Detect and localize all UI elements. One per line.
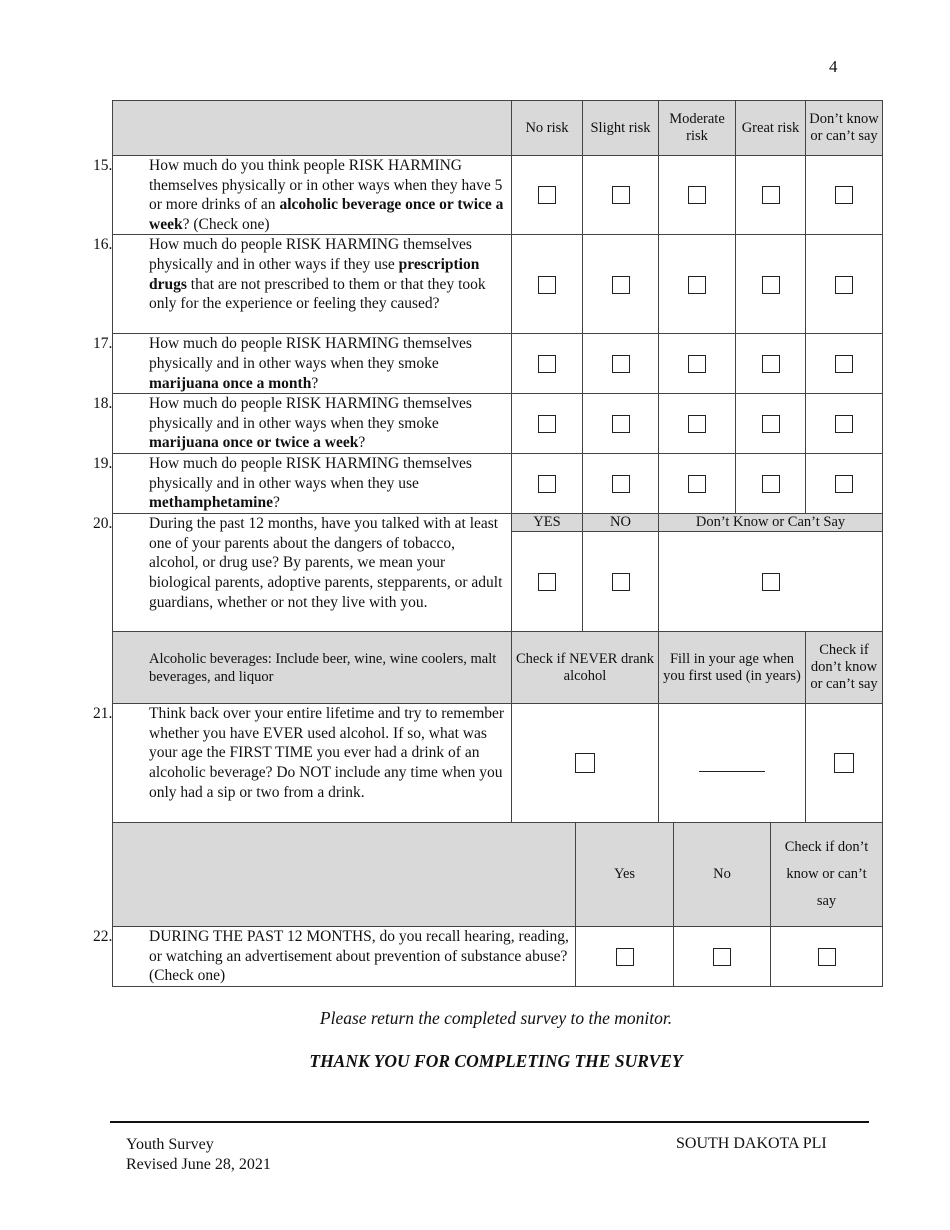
col-slight-risk: Slight risk (583, 101, 659, 156)
question-17-text: 17. How much do people RISK HARMING themselves physically and in other ways when they smoke marijuana once a month? (113, 334, 512, 394)
question-17-row (113, 334, 883, 394)
footer-org: SOUTH DAKOTA PLI (676, 1135, 827, 1152)
q22-header-blank (113, 823, 576, 927)
ad-recall-table (93, 822, 883, 987)
col-great-risk: Great risk (736, 101, 806, 156)
question-20-text: 20. During the past 12 months, have you talked with at least one of your parents about the dangers of tobacco, alcohol, or drug use? By parents, we mean your biological parents, adoptive parents, stepparents, or adult guardians, whether or not they live with you. (113, 514, 512, 632)
question-20-header-row (113, 514, 883, 532)
question-22-row (113, 927, 883, 987)
q17-great-risk-checkbox[interactable] (762, 355, 780, 373)
age-first-used-header: Fill in your age when you first used (in years) (659, 632, 806, 704)
header-blank (113, 101, 512, 156)
q21-never-checkbox[interactable] (575, 753, 595, 773)
q20-no-checkbox[interactable] (612, 573, 630, 591)
footer-rule (110, 1121, 869, 1123)
q19-dont-know-checkbox[interactable] (835, 475, 853, 493)
q15-no-risk-checkbox[interactable] (538, 186, 556, 204)
q21-age-input[interactable] (699, 771, 765, 772)
q15-moderate-risk-checkbox[interactable] (688, 186, 706, 204)
footer-title: Youth Survey (126, 1136, 214, 1153)
thank-you-message: THANK YOU FOR COMPLETING THE SURVEY (309, 1051, 683, 1071)
q16-great-risk-checkbox[interactable] (762, 276, 780, 294)
q19-no-risk-checkbox[interactable] (538, 475, 556, 493)
col-moderate-risk: Moderate risk (659, 101, 736, 156)
question-15-row (113, 156, 883, 235)
question-18-text: 18. How much do people RISK HARMING themselves physically and in other ways when they smoke marijuana once or twice a week? (113, 394, 512, 454)
footer-revised: Revised June 28, 2021 (126, 1156, 271, 1173)
alcohol-beverages-note: Alcoholic beverages: Include beer, wine, wine coolers, malt beverages, and liquor (113, 632, 512, 704)
q22-dont-know-header: Check if don’t know or can’t say (771, 823, 883, 927)
footer-left (126, 1135, 271, 1175)
q16-slight-risk-checkbox[interactable] (612, 276, 630, 294)
q18-no-risk-checkbox[interactable] (538, 415, 556, 433)
q16-dont-know-checkbox[interactable] (835, 276, 853, 294)
col-no-risk: No risk (512, 101, 583, 156)
q17-slight-risk-checkbox[interactable] (612, 355, 630, 373)
q22-no-header: No (674, 823, 771, 927)
q17-dont-know-checkbox[interactable] (835, 355, 853, 373)
q20-dont-know-checkbox[interactable] (762, 573, 780, 591)
q20-yes-checkbox[interactable] (538, 573, 556, 591)
q18-moderate-risk-checkbox[interactable] (688, 415, 706, 433)
q19-moderate-risk-checkbox[interactable] (688, 475, 706, 493)
q19-slight-risk-checkbox[interactable] (612, 475, 630, 493)
return-instructions: Please return the completed survey to the monitor. (319, 1008, 673, 1028)
question-21-text: 21. Think back over your entire lifetime and try to remember whether you have EVER used alcohol. If so, what was your age the FIRST TIME you ever had a drink of an alcoholic beverage? Do NOT include any time when you only had a sip or two from a drink. (113, 704, 512, 823)
question-19-text: 19. How much do people RISK HARMING themselves physically and in other ways when they use methamphetamine? (113, 454, 512, 514)
q20-dont-know-label: Don’t Know or Can’t Say (659, 514, 883, 532)
q22-yes-checkbox[interactable] (616, 948, 634, 966)
q15-slight-risk-checkbox[interactable] (612, 186, 630, 204)
q17-moderate-risk-checkbox[interactable] (688, 355, 706, 373)
q20-no-label: NO (583, 514, 659, 532)
q15-great-risk-checkbox[interactable] (762, 186, 780, 204)
question-18-row (113, 394, 883, 454)
q22-dont-know-checkbox[interactable] (818, 948, 836, 966)
never-drank-header: Check if NEVER drank alcohol (512, 632, 659, 704)
q17-no-risk-checkbox[interactable] (538, 355, 556, 373)
question-19-row (113, 454, 883, 514)
q16-no-risk-checkbox[interactable] (538, 276, 556, 294)
question-21-row (113, 704, 883, 823)
q22-yes-header: Yes (576, 823, 674, 927)
q19-great-risk-checkbox[interactable] (762, 475, 780, 493)
question-16-text: 16. How much do people RISK HARMING themselves physically and in other ways if they use prescription drugs that are not prescribed to them or that they took only for the experience or feeling they caused? (113, 235, 512, 334)
question-15-text: 15. How much do you think people RISK HARMING themselves physically or in other ways when they have 5 or more drinks of an alcoholic beverage once or twice a week? (Check one) (113, 156, 512, 235)
q15-dont-know-checkbox[interactable] (835, 186, 853, 204)
q22-no-checkbox[interactable] (713, 948, 731, 966)
q21-dont-know-checkbox[interactable] (834, 753, 854, 773)
q18-slight-risk-checkbox[interactable] (612, 415, 630, 433)
risk-table-header (113, 101, 883, 156)
q20-yes-label: YES (512, 514, 583, 532)
alcohol-header-row (113, 632, 883, 704)
q21-dont-know-header: Check if don’t know or can’t say (806, 632, 883, 704)
q18-great-risk-checkbox[interactable] (762, 415, 780, 433)
q22-header-row (113, 823, 883, 927)
question-16-row (113, 235, 883, 334)
q16-moderate-risk-checkbox[interactable] (688, 276, 706, 294)
risk-table (93, 100, 883, 823)
col-dont-know: Don’t know or can’t say (806, 101, 883, 156)
q18-dont-know-checkbox[interactable] (835, 415, 853, 433)
page-number: 4 (829, 57, 838, 76)
question-22-text: 22. DURING THE PAST 12 MONTHS, do you recall hearing, reading, or watching an advertisement about prevention of substance abuse? (Check one) (113, 927, 576, 987)
